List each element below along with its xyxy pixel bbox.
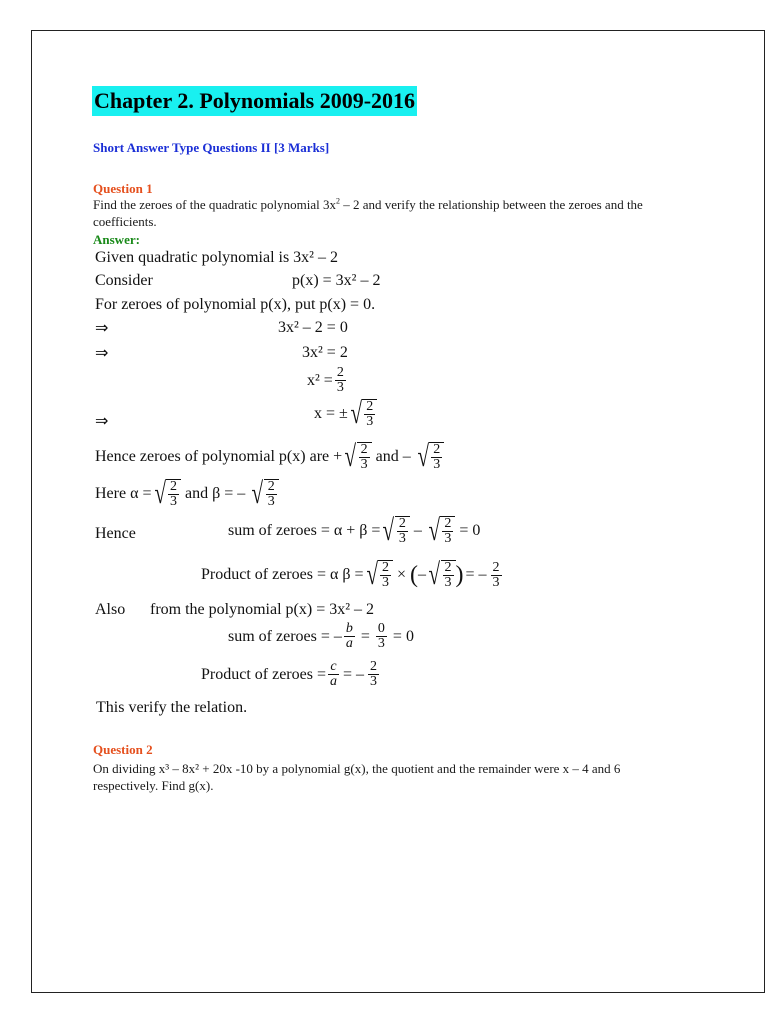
sqrt-two-thirds (348, 399, 377, 429)
radical-sign-icon: √ (382, 514, 395, 547)
solution-consider-label: Consider (95, 272, 153, 289)
implies-arrow-2: ⇒ (95, 343, 109, 362)
solution-line-given: Given quadratic polynomial is 3x² – 2 (95, 249, 338, 266)
solution-here-alpha: Here α = (95, 485, 152, 502)
solution-zeroes-text: Hence zeroes of polynomial p(x) are + (95, 448, 343, 465)
fraction-numerator: 2 (169, 479, 177, 494)
fraction-denominator: a (329, 674, 337, 689)
radical-sign-icon: √ (251, 477, 264, 510)
sqrt-two-thirds (426, 516, 455, 546)
paren-close: ) (455, 561, 464, 588)
fraction-denominator: 3 (444, 575, 452, 590)
solution-line-zeroes-condition: For zeroes of polynomial p(x), put p(x) = 0. (95, 296, 376, 313)
fraction-two-thirds (491, 561, 502, 590)
solution-consider-expr: p(x) = 3x² – 2 (292, 272, 381, 289)
solution-product-text: Product of zeroes = α β = (201, 566, 364, 583)
solution-product-eq-2: = – (342, 665, 365, 683)
radical-sign-icon: √ (428, 514, 440, 547)
solution-equals-zero: = 0 (459, 522, 481, 539)
solution-hence-label: Hence (95, 525, 136, 542)
sqrt-two-thirds (342, 442, 371, 472)
solution-step-1: 3x² – 2 = 0 (278, 319, 348, 336)
question-1-label: Question 1 (93, 181, 153, 196)
question-1-text-sup: 2 (335, 196, 340, 206)
sqrt-two-thirds (152, 479, 181, 509)
solution-sum-text-2: sum of zeroes = – (228, 627, 342, 645)
fraction-denominator: 3 (267, 494, 275, 509)
solution-step-2: 3x² = 2 (302, 344, 348, 361)
solution-product-line-2 (201, 660, 381, 689)
fraction-denominator: 3 (370, 674, 378, 689)
fraction-numerator: 2 (433, 442, 441, 457)
solution-zeroes-line (95, 442, 444, 472)
implies-arrow-1: ⇒ (95, 318, 109, 337)
sqrt-two-thirds (415, 442, 444, 472)
fraction-c-over-a (328, 660, 339, 689)
solution-sum-line-2 (228, 622, 414, 651)
solution-step-3-lhs: x² = (307, 371, 333, 389)
paren-open: ( (410, 561, 419, 588)
radical-sign-icon: √ (366, 558, 378, 591)
radical-sign-icon: √ (350, 397, 362, 430)
solution-product-result: = – (465, 566, 487, 583)
solution-sum-line (228, 516, 480, 546)
sqrt-two-thirds (249, 479, 278, 509)
radical-sign-icon: √ (344, 440, 357, 473)
fraction-two-thirds (368, 660, 379, 689)
fraction-numerator: 2 (492, 559, 500, 575)
fraction-denominator: 3 (377, 636, 385, 651)
radical-sign-icon: √ (153, 477, 166, 510)
fraction-numerator: 2 (382, 560, 389, 575)
fraction-numerator: 2 (360, 442, 368, 457)
solution-step-4-lhs: x = ± (314, 405, 348, 422)
sqrt-two-thirds (426, 560, 455, 590)
solution-alpha-beta-line (95, 479, 279, 509)
fraction-denominator: a (345, 636, 353, 651)
fraction-numerator: c (330, 659, 337, 674)
question-2-label: Question 2 (93, 742, 153, 757)
fraction-denominator: 3 (366, 414, 374, 429)
fraction-numerator: 2 (398, 516, 406, 531)
sqrt-two-thirds (364, 560, 393, 590)
solution-verify-line: This verify the relation. (96, 699, 248, 716)
question-1-text-part1: Find the zeroes of the quadratic polynomial 3x (93, 197, 336, 212)
question-2-text: On dividing x³ – 8x² + 20x -10 by a polynomial g(x), the quotient and the remainder were x – 4 and 6 respectively. Find g(x). (93, 761, 621, 793)
fraction-denominator: 3 (382, 575, 389, 590)
fraction-numerator: 2 (267, 479, 275, 494)
fraction-b-over-a (344, 622, 355, 651)
fraction-two-thirds (335, 366, 346, 395)
fraction-denominator: 3 (398, 531, 406, 546)
question-1-text-part2: – 2 and verify the relationship between the zeroes and the coefficients. (93, 197, 643, 229)
solution-times: × (397, 566, 407, 583)
equals-sign: = (360, 627, 370, 645)
fraction-numerator: b (345, 621, 353, 636)
solution-minus: – (418, 566, 427, 583)
solution-step-4 (314, 399, 377, 429)
implies-arrow-3: ⇒ (95, 411, 109, 430)
fraction-numerator: 2 (366, 399, 374, 414)
solution-minus: – (413, 522, 422, 539)
solution-and-beta: and β = – (184, 485, 246, 502)
solution-also-label: Also (95, 601, 126, 618)
section-heading: Short Answer Type Questions II [3 Marks] (93, 140, 330, 155)
fraction-denominator: 3 (444, 531, 452, 546)
fraction-denominator: 3 (169, 494, 177, 509)
solution-from-polynomial: from the polynomial p(x) = 3x² – 2 (150, 601, 375, 618)
fraction-denominator: 3 (360, 457, 368, 472)
answer-label: Answer: (93, 232, 140, 247)
solution-sum-text: sum of zeroes = α + β = (228, 522, 381, 539)
fraction-denominator: 3 (492, 574, 500, 590)
solution-product-text-2: Product of zeroes = (201, 665, 326, 683)
fraction-numerator: 2 (370, 659, 378, 674)
solution-product-line (201, 560, 504, 590)
page-title: Chapter 2. Polynomials 2009-2016 (92, 86, 417, 116)
solution-equals-zero: = 0 (392, 627, 414, 645)
fraction-numerator: 2 (444, 516, 452, 531)
fraction-denominator: 3 (336, 380, 344, 395)
solution-step-3 (307, 366, 348, 395)
fraction-denominator: 3 (433, 457, 441, 472)
radical-sign-icon: √ (428, 558, 441, 591)
sqrt-two-thirds (380, 516, 409, 546)
question-1-text (93, 196, 668, 230)
fraction-numerator: 2 (444, 560, 452, 575)
solution-and-minus: and – (375, 448, 411, 465)
fraction-numerator: 2 (336, 365, 344, 380)
page-frame (31, 30, 765, 993)
radical-sign-icon: √ (417, 440, 429, 473)
fraction-zero-thirds (376, 622, 387, 651)
fraction-numerator: 0 (377, 621, 385, 636)
